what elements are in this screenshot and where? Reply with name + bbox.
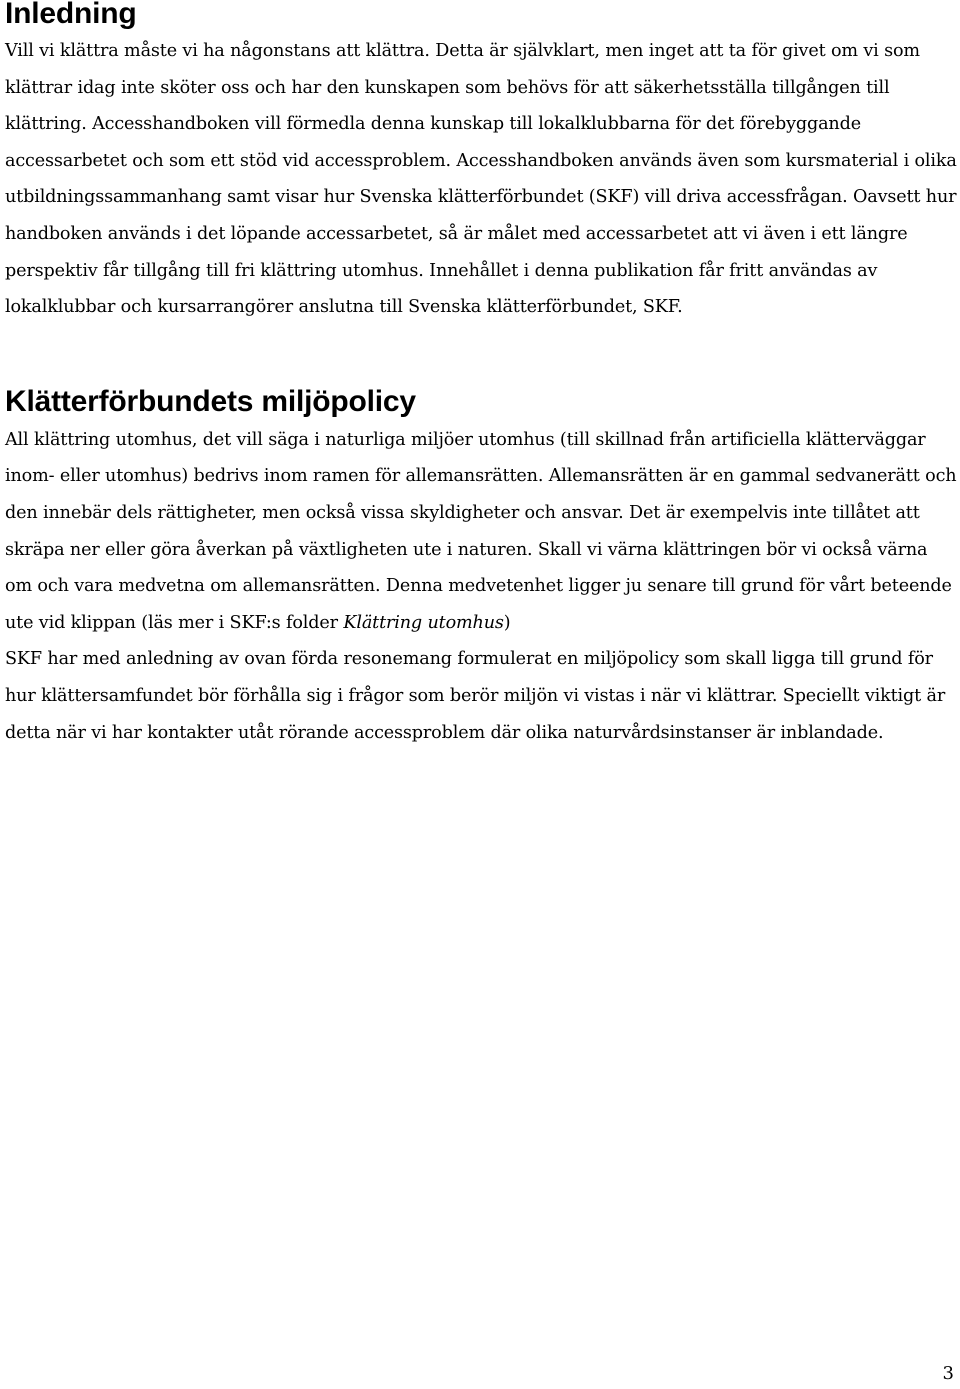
policy-paragraph-2: SKF har med anledning av ovan förda resonemang formulerat en miljöpolicy som skall ligga till grund för hur klättersamfundet bör förhålla sig i frågor som berör miljön vi vistas i när vi klättrar. Speciellt viktigt är detta när vi har kontakter utåt rörande accessproblem där olika naturvårdsinstanser är inblandade. (5, 649, 946, 743)
document-page (5, 0, 957, 751)
heading-miljopolicy: Klätterförbundets miljöpolicy (5, 384, 416, 418)
page-number: 3 (942, 1363, 954, 1384)
policy-paragraph-1-text: All klättring utomhus, det vill säga i naturliga miljöer utomhus (till skillnad från artificiella klätterväggar inom- eller utomhus) bedrivs inom ramen för allemansrätten. Allemansrätten är en gammal sedvanerätt och den innebär dels rättigheter, men också vissa skyldigheter och ansvar. Det är exempelvis inte tillåtet att skräpa ner eller göra åverkan på växtligheten ute i naturen. Skall vi värna klättringen bör vi också värna om och vara medvetna om allemansrätten. Denna medvetenhet ligger ju senare till grund för vårt beteende ute vid klippan (läs mer i SKF:s folder (5, 429, 957, 633)
policy-paragraph-1-close: ) (503, 612, 511, 633)
heading-inledning: Inledning (5, 0, 137, 30)
intro-paragraph: Vill vi klättra måste vi ha någonstans att klättra. Detta är självklart, men inget att ta för givet om vi som klättrar idag inte sköter oss och har den kunskapen som behövs för att säkerhetsställa tillgången till klättring. Accesshandboken vill förmedla denna kunskap till lokalklubbarna för det förebyggande accessarbetet och som ett stöd vid accessproblem. Accesshandboken används även som kursmaterial i olika utbildningssammanhang samt visar hur Svenska klätterförbundet (SKF) vill driva accessfrågan. Oavsett hur handboken används i det löpande accessarbetet, så är målet med accessarbetet att vi även i ett längre perspektiv får tillgång till fri klättring utomhus. Innehållet i denna publikation får fritt användas av lokalklubbar och kursarrangörer anslutna till Svenska klätterförbundet, SKF. (5, 41, 957, 318)
policy-paragraph-1 (5, 422, 957, 642)
folder-title: Klättring utomhus (343, 612, 504, 633)
